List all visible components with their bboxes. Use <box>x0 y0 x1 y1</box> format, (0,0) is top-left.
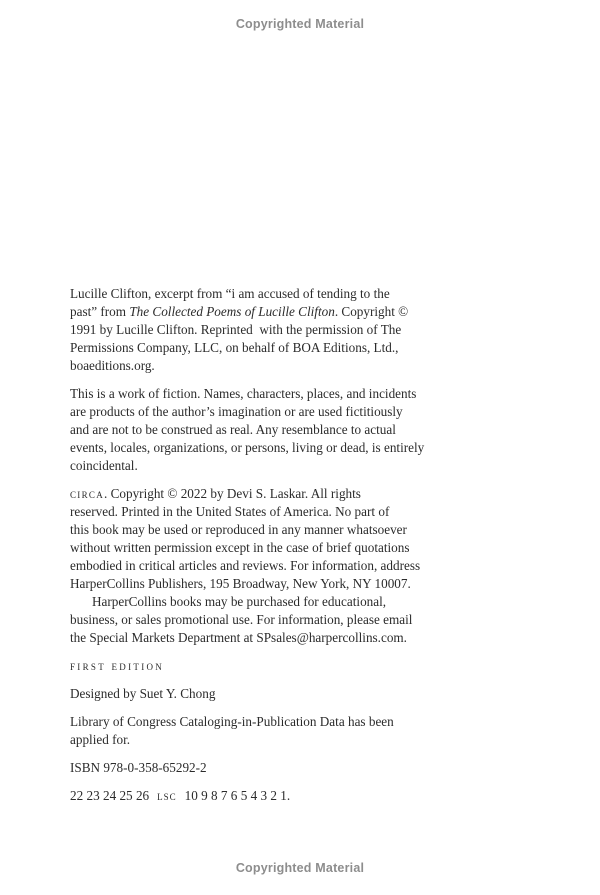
text-line: Permissions Company, LLC, on behalf of BOA Editions, Ltd., <box>70 340 399 355</box>
text-line: This is a work of fiction. Names, characters, places, and incidents <box>70 386 417 401</box>
text-line: applied for. <box>70 732 131 747</box>
text-line: this book may be used or reproduced in any manner whatsoever <box>70 522 407 537</box>
copyright-notice-paragraph <box>70 485 570 647</box>
first-edition-label: first edition <box>70 659 165 673</box>
text-line: without written permission except in the case of brief quotations <box>70 540 410 555</box>
text-line: embodied in critical articles and reviews. For information, address <box>70 558 421 573</box>
book-title-italic: The Collected Poems of Lucille Clifton <box>129 304 335 319</box>
text-segment: past” from <box>70 304 130 319</box>
clifton-credit-paragraph <box>70 285 570 375</box>
text-line: Library of Congress Cataloging-in-Publication Data has been <box>70 714 394 729</box>
text-line: reserved. Printed in the United States of America. No part of <box>70 504 390 519</box>
copyrighted-material-bottom-label: Copyrighted Material <box>235 861 365 875</box>
text-line: the Special Markets Department at SPsales@harpercollins.com. <box>70 630 407 645</box>
text-line: events, locales, organizations, or persons, living or dead, is entirely <box>70 440 425 455</box>
printers-key-paragraph <box>70 787 570 805</box>
printer-code-smallcaps: lsc <box>157 788 177 803</box>
text-line: Lucille Clifton, excerpt from “i am accused of tending to the <box>70 286 390 301</box>
text-line: 1991 by Lucille Clifton. Reprinted with the permission of The <box>70 322 402 337</box>
text-line-indented: HarperCollins books may be purchased for educational, <box>92 594 387 609</box>
text-line: are products of the author’s imagination or are used fictitiously <box>70 404 403 419</box>
print-years: 22 23 24 25 26 <box>70 788 150 803</box>
text-line <box>70 485 570 503</box>
text-line: and are not to be construed as real. Any resemblance to actual <box>70 422 396 437</box>
printers-key-line <box>70 787 570 805</box>
text-line: coincidental. <box>70 458 138 473</box>
copyright-text-block <box>70 285 570 815</box>
circa-smallcaps: circa <box>70 486 105 501</box>
text-line: HarperCollins Publishers, 195 Broadway, New York, NY 10007. <box>70 576 411 591</box>
text-line: Designed by Suet Y. Chong <box>70 686 216 701</box>
isbn-line: ISBN 978-0-358-65292-2 <box>70 760 207 775</box>
library-of-congress-paragraph <box>70 713 570 749</box>
isbn-paragraph <box>70 759 570 777</box>
text-segment: . Copyright © 2022 by Devi S. Laskar. All rights <box>104 486 361 501</box>
edition-paragraph <box>70 657 570 675</box>
text-line: boaeditions.org. <box>70 358 155 373</box>
text-line <box>70 303 570 321</box>
text-line: business, or sales promotional use. For information, please email <box>70 612 413 627</box>
copyrighted-material-top-label: Copyrighted Material <box>235 17 365 31</box>
text-segment: . Copyright © <box>334 304 409 319</box>
designer-credit-paragraph <box>70 685 570 703</box>
print-run-numbers: 10 9 8 7 6 5 4 3 2 1. <box>184 788 291 803</box>
fiction-disclaimer-paragraph <box>70 385 570 475</box>
